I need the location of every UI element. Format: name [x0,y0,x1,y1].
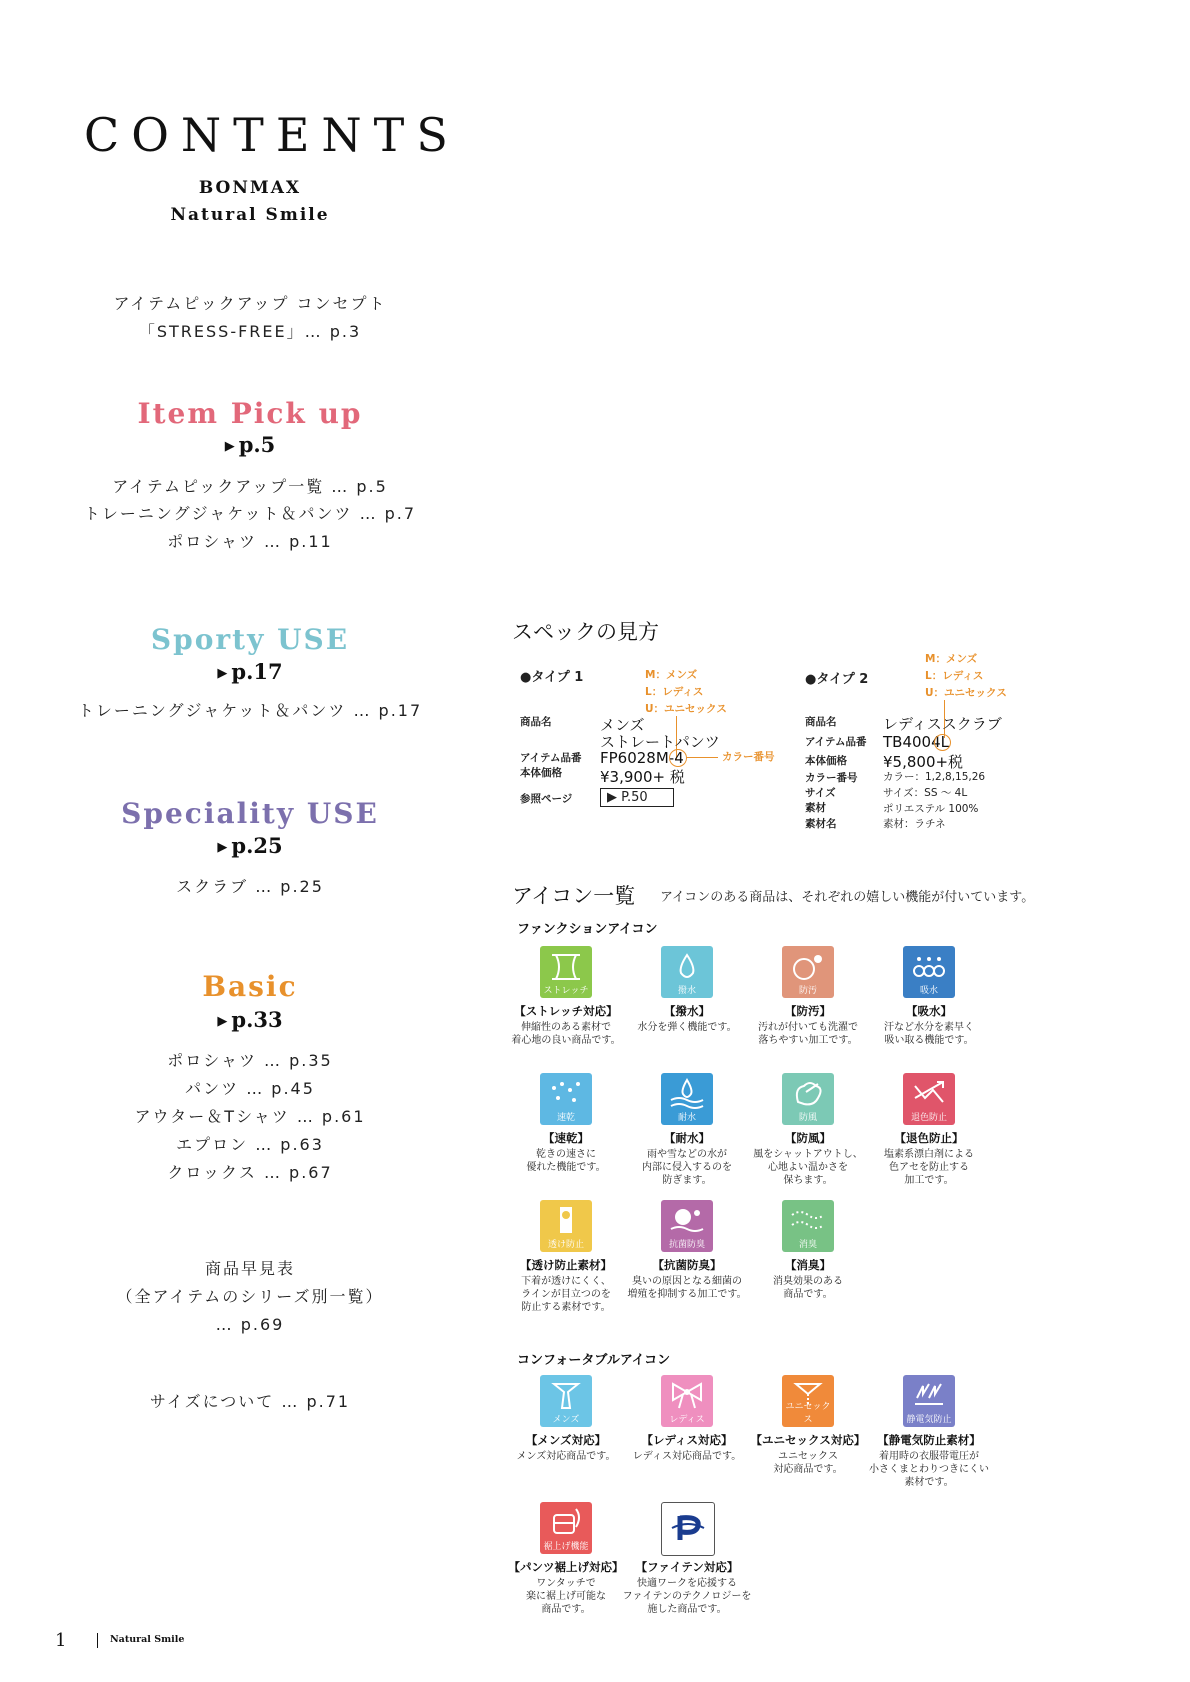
icon-desc: 消臭効果のある 商品です。 [773,1276,843,1300]
spec-heading: スペックの見方 [512,620,659,644]
toc-entry[interactable]: ポロシャツ … p.35 [167,1051,333,1070]
spec-label: 商品名 [520,716,552,728]
section-page-sporty-use[interactable]: ▶ p.17 [217,659,283,684]
spec-material: ポリエステル 100% [883,803,979,815]
triangle-right-icon: ▶ [217,666,228,681]
icon-name: 【吸水】 [906,1004,952,1018]
windproof-icon: 防風 [782,1073,834,1125]
spec-product-name: レディススクラブ [883,715,1002,733]
spec-label: アイテム品番 [520,752,582,764]
triangle-right-icon: ▶ [217,840,228,855]
stain-resistant-icon: 防汚 [782,946,834,998]
unisex-icon: ユニセックス [782,1375,834,1427]
icon-name: 【速乾】 [543,1131,589,1145]
stretch-icon: ストレッチ [540,946,592,998]
spec-label: アイテム品番 [805,736,867,748]
spec-label: 素材名 [805,818,837,830]
summary-page[interactable]: … p.69 [215,1315,285,1334]
icons-subheading: アイコンのある商品は、それぞれの嬉しい機能が付いています。 [660,890,1035,905]
toc-entry[interactable]: アウター＆Tシャツ … p.61 [134,1107,366,1126]
triangle-right-icon: ▶ [224,439,235,454]
section-page-item-pick-up[interactable]: ▶ p.5 [224,432,276,457]
anti-fade-icon: 退色防止 [903,1073,955,1125]
icon-desc: 風をシャットアウトし、 心地よい温かさを 保ちます。 [753,1149,863,1186]
water-absorption-icon: 吸水 [903,946,955,998]
spec-label: 本体価格 [520,767,562,779]
spec-label: 商品名 [805,716,837,728]
icon-name: 【防風】 [785,1131,831,1145]
spec-label: カラー番号 [805,772,858,784]
icon-name: 【メンズ対応】 [525,1433,607,1447]
spec-color-list: カラー：1,2,8,15,26 [883,771,986,783]
toc-entry[interactable]: トレーニングジャケット＆パンツ … p.7 [83,504,417,523]
toc-entry[interactable]: ポロシャツ … p.11 [167,532,333,551]
toc-entry[interactable]: クロックス … p.67 [167,1163,333,1182]
antistatic-icon: 静電気防止 [903,1375,955,1427]
icon-name: 【ストレッチ対応】 [514,1004,618,1018]
spec-type2-label: ●タイプ 2 [805,672,869,687]
spec-label: 本体価格 [805,755,847,767]
footer-divider [97,1633,98,1648]
page-title: CONTENTS [84,108,460,162]
gender-u-note: U：ユニセックス [925,687,1007,699]
icon-desc: 伸縮性のある素材で 着心地の良い商品です。 [511,1022,621,1046]
summary-line-2: （全アイテムのシリーズ別一覧） [116,1287,384,1306]
icon-desc: レディス対応商品です。 [632,1451,742,1462]
gender-code-circle [934,734,951,751]
gender-m-note: M：メンズ [645,669,698,681]
spec-item-number: TB4004L [883,733,949,751]
icon-name: 【ファイテン対応】 [635,1560,739,1574]
icon-name: 【撥水】 [664,1004,710,1018]
phiten-logo-icon [661,1502,715,1556]
spec-material-name: 素材：ラチネ [883,818,946,830]
footer-brand: Natural Smile [110,1634,185,1645]
gender-u-note: U：ユニセックス [645,703,727,715]
color-number-circle [669,749,687,767]
icon-desc: 汚れが付いても洗濯で 落ちやすい加工です。 [758,1022,858,1046]
spec-product-name: メンズ [600,716,645,734]
spec-type1-label: ●タイプ 1 [520,670,584,685]
icon-desc: ワンタッチで 楽に裾上げ可能な 商品です。 [526,1578,606,1615]
icon-desc: 乾きの速さに 優れた機能です。 [526,1149,606,1173]
section-page-basic[interactable]: ▶ p.33 [217,1007,283,1032]
icon-name: 【防汚】 [785,1004,831,1018]
spec-label: 参照ページ [520,793,573,805]
waterproof-icon: 耐水 [661,1073,713,1125]
page-number: 1 [55,1630,67,1651]
hem-adjust-icon: 裾上げ機能 [540,1502,592,1554]
concept-line-2[interactable]: 「STRESS-FREE」… p.3 [138,322,362,341]
mens-icon: メンズ [540,1375,592,1427]
color-number-note: カラー番号 [722,751,775,763]
icon-desc: 水分を弾く機能です。 [637,1022,737,1033]
icon-name: 【退色防止】 [894,1131,964,1145]
toc-entry[interactable]: エプロン … p.63 [176,1135,324,1154]
gender-l-note: L：レディス [645,686,704,698]
toc-entry[interactable]: アイテムピックアップ一覧 … p.5 [112,477,388,496]
spec-size: サイズ：SS ～ 4L [883,787,968,799]
icons-heading: アイコン一覧 [512,884,636,908]
comfort-icons-title: コンフォータブルアイコン [517,1353,671,1368]
antibacterial-icon: 抗菌防臭 [661,1200,713,1252]
icon-desc: 臭いの原因となる細菌の 増殖を抑制する加工です。 [627,1276,747,1300]
reference-page-box[interactable]: ▶ P.50 [600,788,674,807]
water-repellent-icon: 撥水 [661,946,713,998]
ladies-icon: レディス [661,1375,713,1427]
summary-line-1: 商品早見表 [204,1259,295,1278]
gender-l-note: L：レディス [925,670,984,682]
toc-entry[interactable]: スクラブ … p.25 [176,877,324,896]
size-entry[interactable]: サイズについて … p.71 [149,1392,351,1411]
section-title-speciality-use: Speciality USE [121,797,379,830]
icon-desc: ユニセックス 対応商品です。 [773,1451,843,1475]
brand-series: Natural Smile [170,205,330,225]
section-title-item-pick-up: Item Pick up [137,397,363,430]
concept-line-1: アイテムピックアップ コンセプト [113,294,387,313]
icon-desc: 快適ワークを応援する ファイテンのテクノロジーを 施した商品です。 [622,1578,752,1615]
brand-name: BONMAX [198,178,302,198]
icon-name: 【ユニセックス対応】 [750,1433,866,1447]
icon-desc: 雨や雪などの水が 内部に侵入するのを 防ぎます。 [642,1149,732,1186]
icon-desc: 下着が透けにくく、 ラインが目立つのを 防止する素材です。 [521,1276,611,1313]
toc-entry[interactable]: パンツ … p.45 [185,1079,315,1098]
icon-name: 【レディス対応】 [641,1433,733,1447]
icon-desc: 汗など水分を素早く 吸い取る機能です。 [884,1022,974,1046]
toc-entry[interactable]: トレーニングジャケット＆パンツ … p.17 [77,701,423,720]
deodorant-icon: 消臭 [782,1200,834,1252]
icon-name: 【耐水】 [664,1131,710,1145]
icon-desc: 塩素系漂白剤による 色アセを防止する 加工です。 [884,1149,974,1186]
icon-name: 【透け防止素材】 [520,1258,612,1272]
spec-item-number: FP6028M-4 [600,749,684,767]
spec-price: ¥3,900+ 税 [600,768,685,786]
icon-name: 【静電気防止素材】 [877,1433,981,1447]
icon-name: 【パンツ裾上げ対応】 [508,1560,624,1574]
color-number-pointer-line [686,757,718,758]
spec-price: ¥5,800+税 [883,753,964,771]
section-title-basic: Basic [202,970,298,1003]
section-title-sporty-use: Sporty USE [150,623,350,656]
icon-name: 【消臭】 [785,1258,831,1272]
quick-dry-icon: 速乾 [540,1073,592,1125]
icon-desc: メンズ対応商品です。 [516,1451,616,1462]
icon-desc: 着用時の衣服帯電圧が 小さくまとわりつきにくい 素材です。 [869,1451,989,1488]
icon-name: 【抗菌防臭】 [652,1258,722,1272]
gender-m-note: M：メンズ [925,653,978,665]
see-through-prevention-icon: 透け防止 [540,1200,592,1252]
spec-product-name: ストレートパンツ [600,733,720,751]
triangle-right-icon: ▶ [217,1014,228,1029]
spec-label: サイズ [805,787,836,799]
spec-label: 素材 [805,802,826,814]
function-icons-title: ファンクションアイコン [517,922,658,937]
section-page-speciality-use[interactable]: ▶ p.25 [217,833,283,858]
